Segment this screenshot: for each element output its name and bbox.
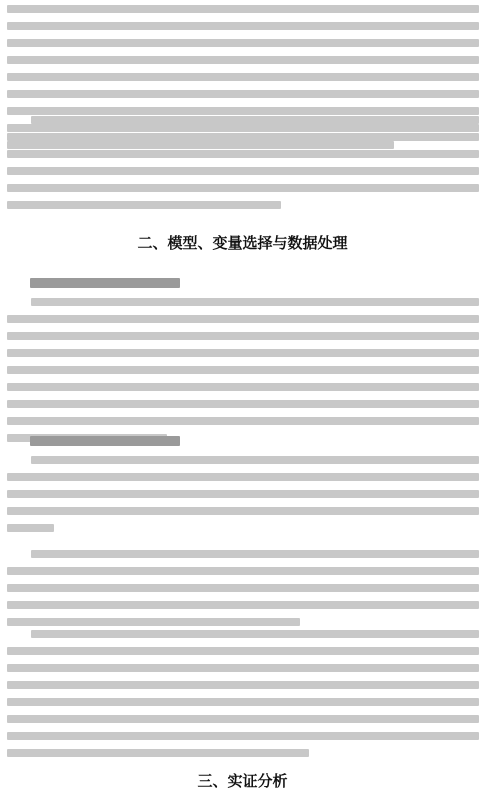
context-paragraph (7, 116, 479, 218)
section-two-heading: 二、模型、变量选择与数据处理 (137, 234, 348, 252)
data-paragraph (7, 550, 479, 635)
section-three-heading: 三、实证分析 (197, 772, 288, 790)
sources-paragraph (7, 630, 479, 766)
subsection-two-paragraph (7, 456, 479, 541)
subsection-heading (30, 436, 180, 446)
subsection-heading (30, 278, 180, 288)
subsection-one-paragraph (7, 298, 479, 451)
